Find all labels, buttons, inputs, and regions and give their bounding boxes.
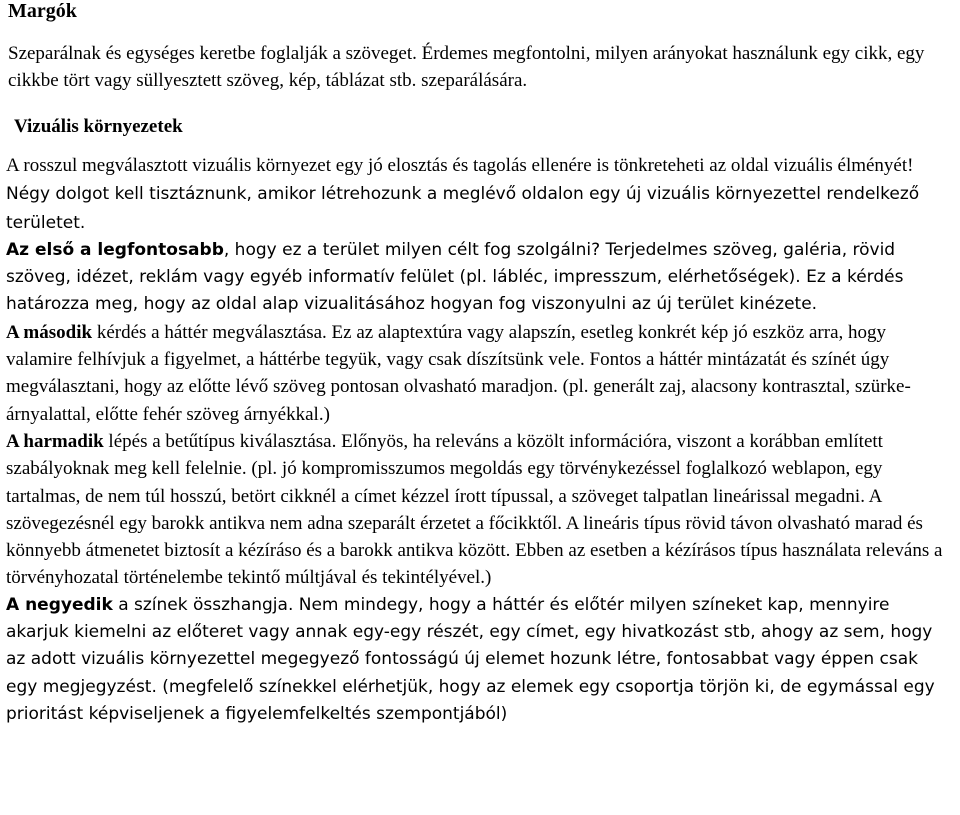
section-intro-paragraph bbox=[0, 152, 952, 237]
point-one-heading: Az első a legfontosabb bbox=[6, 239, 224, 260]
point-two-paragraph bbox=[0, 319, 952, 428]
point-three-paragraph bbox=[0, 428, 952, 592]
point-four-heading: A negyedik bbox=[6, 594, 113, 615]
section-heading: Vizuális környezetek bbox=[14, 116, 183, 137]
point-two-text: kérdés a háttér megválasztása. Ez az alaptextúra vagy alapszín, esetleg konkrét kép jó eszköz arra, hogy valamire felhívjuk a figyelmet, a háttérbe tegyük, vagy csak díszítsünk vele. Fontos a háttér mintázatát és színét úgy megválasztani, hogy az előtte lévő szöveg pontosan olvasható maradjon. (pl. generált zaj, alacsony kontrasztal, szürke-árnyalattal, előtte fehér szöveg árnyékkal.) bbox=[6, 321, 911, 425]
point-two-heading: A második bbox=[6, 321, 93, 343]
section-intro-rest: Négy dolgot kell tisztáznunk, amikor létrehozunk a meglévő oldalon egy új vizuális környezettel rendelkező területet. bbox=[6, 184, 920, 233]
intro-paragraph: Szeparálnak és egységes keretbe foglalják a szöveget. Érdemes megfontolni, milyen arányokat használunk egy cikk, egy cikkbe tört vagy süllyesztett szöveg, kép, táblázat stb. szeparálására. bbox=[8, 43, 925, 92]
point-three-heading: A harmadik bbox=[6, 430, 104, 452]
page-title: Margók bbox=[8, 0, 77, 22]
point-four-text: a színek összhangja. Nem mindegy, hogy a háttér és előtér milyen színeket kap, mennyire akarjuk kiemelni az előteret vagy annak egy-egy részét, egy címet, egy hivatkozást stb, ahogy az sem, hogy az adott vizuális környezettel megegyező fontosságú új elemet hozunk létre, fontosabbat vagy éppen csak egy megjegyzést. (megfelelő színekkel elérhetjük, hogy az elemek egy csoportja törjön ki, de egymással egy prioritást képviseljenek a figyelemfelkeltés szempontjából) bbox=[6, 594, 935, 724]
point-three-text: lépés a betűtípus kiválasztása. Előnyös, ha releváns a közölt információra, viszont a korábban említett szabályoknak meg kell felelnie. (pl. jó kompromisszumos megoldás egy törvénykezéssel foglalkozó weblapon, egy tartalmas, de nem túl hosszú, betört cikknél a címet kézzel írott típussal, a szöveget talpatlan lineárissal megadni. A szövegezésnél egy barokk antikva nem adna szeparált érzetet a főcikktől. A lineáris típus rövid távon olvasható marad és könnyebb átmenetet biztosít a kézíráso és a barokk antikva között. Ebben az esetben a kézírásos típus használata releváns a törvényhozatal történelembe tekintő múltjával és tekintélyével.) bbox=[6, 430, 943, 589]
section-body bbox=[0, 152, 952, 728]
point-one-paragraph bbox=[0, 237, 952, 319]
point-one-text: , hogy ez a terület milyen célt fog szolgálni? Terjedelmes szöveg, galéria, rövid szöveg, idézet, reklám vagy egyéb informatív felület (pl. lábléc, impresszum, elérhetőségek). Ez a kérdés határozza meg, hogy az oldal alap vizualitásához hogyan fog viszonyulni az új terület kinézete. bbox=[6, 239, 904, 315]
section-intro-lead: A rosszul megválasztott vizuális környezet egy jó elosztás és tagolás ellenére is tönkreteheti az oldal vizuális élményét! bbox=[6, 155, 914, 176]
point-four-paragraph bbox=[0, 592, 952, 728]
